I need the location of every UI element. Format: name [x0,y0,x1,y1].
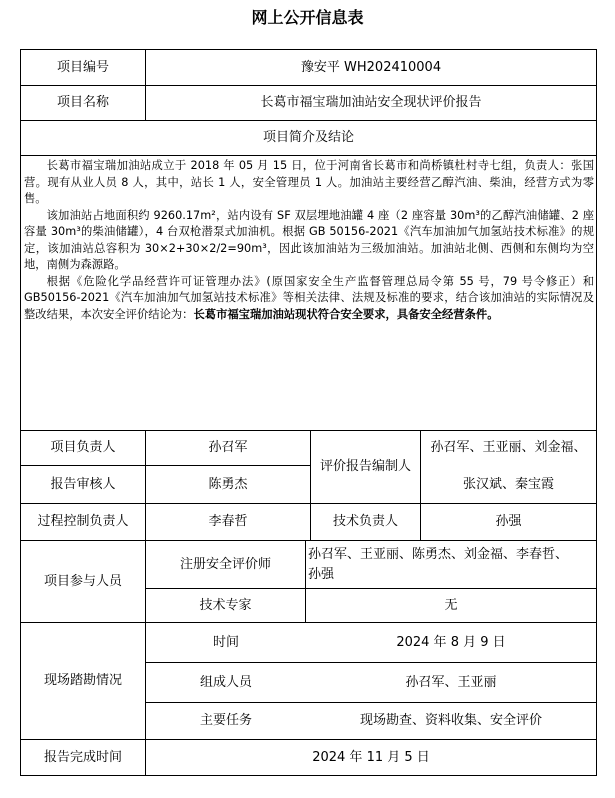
table-rule [20,775,597,776]
survey-time-label: 时间 [212,634,239,650]
survey-tasks-label: 主要任务 [199,713,252,728]
survey-members-value: 孙召军、王亚丽 [405,674,497,690]
project-leader-label: 项目负责人 [50,440,116,455]
summary-conclusion [24,274,594,324]
conclusion-statement: 长葛市福宝瑞加油站现状符合安全要求，具备安全经营条件。 [193,307,499,321]
participants-label: 项目参与人员 [43,573,122,589]
evaluators-line1: 孙召军、王亚丽、陈勇杰、刘金福、李春哲、 [308,546,569,562]
project-number-label: 项目编号 [56,59,109,75]
evaluators-label: 注册安全评价师 [179,556,271,572]
project-name-value: 长葛市福宝瑞加油站安全现状评价报告 [260,95,482,110]
process-control-value: 李春哲 [208,514,248,529]
site-survey-label: 现场踏勘情况 [43,673,122,688]
summary-body [24,158,594,323]
completion-value: 2024 年 11 月 5 日 [312,749,430,765]
experts-value: 无 [444,597,458,613]
summary-paragraph: 该加油站占地面积约 9260.17m²，站内设有 SF 双层埋地油罐 4 座（2 座容量 30m³的乙醇汽油储罐、2 座容量 30m³的柴油储罐），4 台双枪潜泵式加油机。根据 GB 50156-2021《汽车加油加气加氢站技术标准》的规定，该加油站总容积为 30×2+30×2/2=90m³，因此该加油站为三级加油站。加油站北侧、西侧和东侧均为空地，南侧为森源路。 [24,208,594,271]
report-authors-line1: 孙召军、王亚丽、刘金福、 [430,440,587,455]
summary-heading: 项目简介及结论 [262,130,354,145]
survey-members-label: 组成人员 [199,674,252,690]
survey-time-value: 2024 年 8 月 9 日 [396,634,506,650]
evaluators-line2: 孙强 [308,566,335,582]
technical-lead-value: 孙强 [495,514,522,529]
report-authors-line2: 张汉斌、秦宝霞 [462,476,554,492]
survey-tasks-value: 现场勘查、资料收集、安全评价 [359,713,542,728]
project-name-label: 项目名称 [56,95,109,110]
experts-label: 技术专家 [199,597,252,613]
report-reviewer-value: 陈勇杰 [208,476,248,492]
project-leader-value: 孙召军 [208,440,248,455]
summary-paragraph: 长葛市福宝瑞加油站成立于 2018 年 05 月 15 日，位于河南省长葛市和尚桥镇杜村寺七组，负责人：张国营。现有从业人员 8 人，其中，站长 1 人，安全管理员 1 人。加油站主要经营乙醇汽油、柴油，经营方式为零售。 [24,159,594,205]
process-control-label: 过程控制负责人 [37,514,129,529]
completion-label: 报告完成时间 [43,749,122,765]
conclusion-prefix: 根据《危险化学品经营许可证管理办法》(原国家安全生产监督管理总局令第 55 号，79 号令修正）和 GB50156-2021《汽车加油加气加氢站技术标准》等相关法律、法规及标准的要求，结合该加油站的实际情况及整改结果，本次安全评价结论为： [24,274,594,321]
page-title: 网上公开信息表 [251,8,364,27]
table-rule [20,155,597,156]
technical-lead-label: 技术负责人 [332,514,398,529]
project-number-value: 豫安平 WH202410004 [300,59,442,75]
report-authors-label: 评价报告编制人 [319,459,411,474]
table-rule [596,49,597,776]
evaluators-value [306,541,596,588]
report-reviewer-label: 报告审核人 [50,476,116,492]
